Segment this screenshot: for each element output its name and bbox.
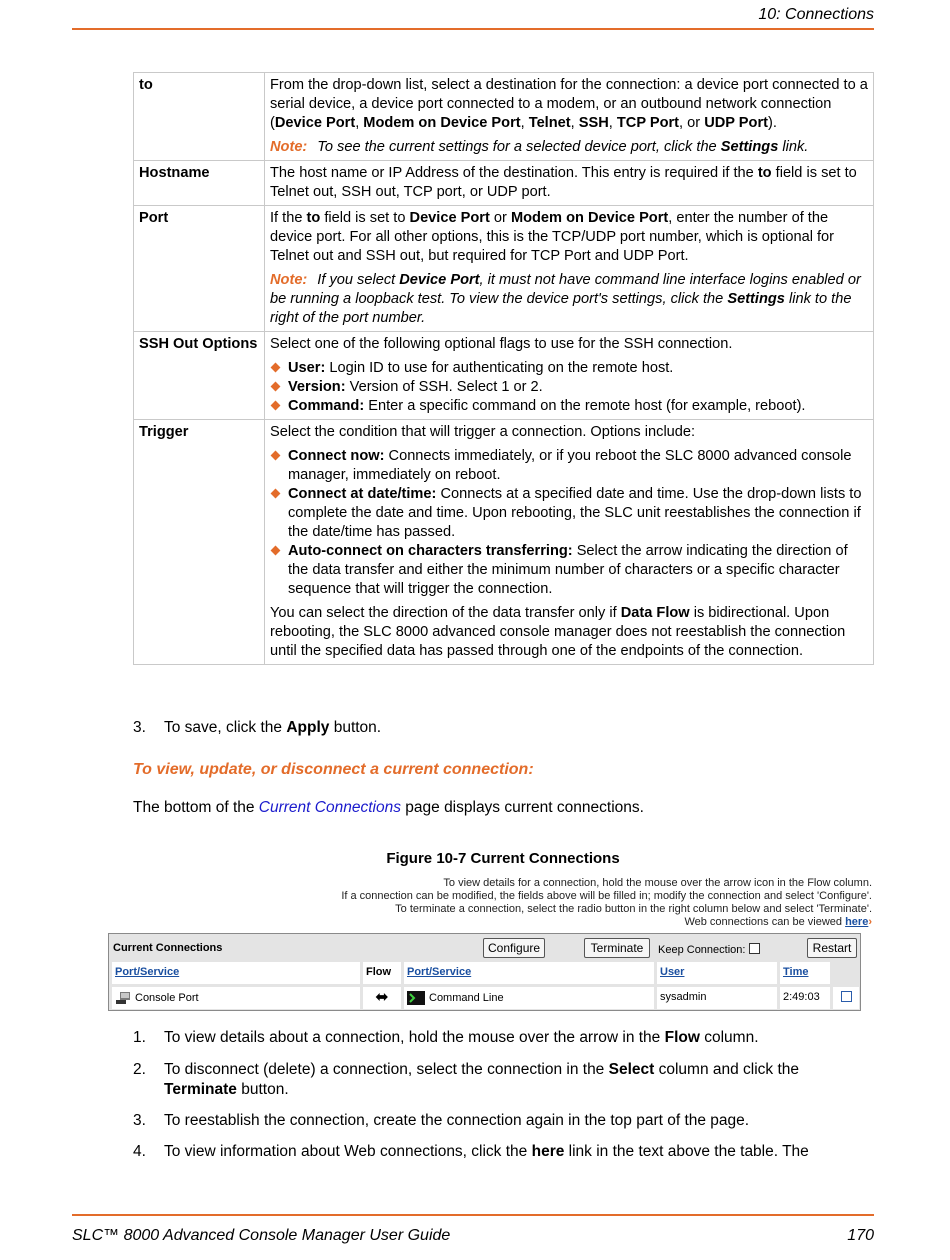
step-item: 3. To save, click the Apply button. bbox=[133, 719, 382, 736]
table-row bbox=[134, 73, 874, 161]
col-header-port-service[interactable]: Port/Service bbox=[112, 962, 360, 984]
list-item: User: Login ID to use for authenticating on the remote host. bbox=[270, 359, 868, 378]
web-connections-here-link[interactable]: here bbox=[845, 916, 869, 928]
param-description: If the to field is set to Device Port or Modem on Device Port, enter the number of the device port. For all other options, this is the TCP/UDP port number, which is optional for Telnet out and SSH out, but required for TCP Port and UDP Port. Note: If you select Device Port, it must not have command line interface logins enabled or be running a loopback test. To view the device port's settings, click the Settings link to the right of the port number. bbox=[265, 206, 874, 332]
col-header-time[interactable]: Time bbox=[780, 962, 830, 984]
param-description: The host name or IP Address of the destination. This entry is required if the to field is set to Telnet out, SSH out, TCP port, or UDP port. bbox=[265, 161, 874, 206]
step-item: 3. To reestablish the connection, create the connection again in the top part of the page. bbox=[133, 1112, 750, 1129]
row-source: Console Port bbox=[112, 987, 360, 1009]
bidirectional-arrow-icon[interactable]: ⬌ bbox=[363, 987, 401, 1009]
note: Note: If you select Device Port, it must not have command line interface logins enabled or be running a loopback test. To view the device port's settings, click the Settings link to the right of the port number. bbox=[270, 272, 861, 326]
param-description: From the drop-down list, select a destination for the connection: a device port connected to a serial device, a device port connected to a modem, or an outbound network connection (Device Port, Modem on Device Port, Telnet, SSH, TCP Port, or UDP Port). Note: To see the current settings for a selected device port, click the Settings link. bbox=[265, 73, 874, 161]
configure-button[interactable]: Configure bbox=[483, 938, 545, 958]
restart-button[interactable]: Restart bbox=[807, 938, 857, 958]
header-rule bbox=[72, 28, 874, 30]
panel-title: Current Connections bbox=[113, 942, 223, 954]
param-name: Trigger bbox=[134, 420, 265, 665]
list-item: Auto-connect on characters transferring: Select the arrow indicating the direction of the data transfer and either the minimum number of characters or a specific character sequence that will trigger the connection. bbox=[270, 542, 868, 599]
parameter-table bbox=[133, 72, 874, 665]
keep-connection: Keep Connection: bbox=[658, 943, 760, 956]
bullet-list bbox=[270, 359, 868, 416]
footer-rule bbox=[72, 1214, 874, 1216]
chapter-header: 10: Connections bbox=[758, 6, 874, 23]
footer-title: SLC™ 8000 Advanced Console Manager User Guide bbox=[72, 1227, 451, 1244]
current-connections-link[interactable]: Current Connections bbox=[258, 799, 401, 816]
figure-instructions: To view details for a connection, hold the mouse over the arrow icon in the Flow column. If a connection can be modified, the fields above will be filled in; modify the connection and select 'Configure'. To terminate a connection, select the radio button in the right column below and select 'Terminate'. Web connections can be viewed here› bbox=[341, 877, 872, 928]
row-select bbox=[833, 987, 859, 1009]
procedure-heading: To view, update, or disconnect a current connection: bbox=[133, 761, 534, 778]
row-time: 2:49:03 bbox=[780, 987, 830, 1009]
intro-paragraph: The bottom of the Current Connections page displays current connections. bbox=[133, 799, 644, 816]
select-checkbox[interactable] bbox=[841, 991, 852, 1002]
step-item: 4. To view information about Web connections, click the here link in the text above the table. The bbox=[133, 1143, 809, 1160]
step-item: 2. To disconnect (delete) a connection, select the connection in the Select column and click the Terminate button. bbox=[133, 1061, 800, 1098]
row-destination: Command Line bbox=[404, 987, 654, 1009]
param-name: Port bbox=[134, 206, 265, 332]
col-header-user[interactable]: User bbox=[657, 962, 777, 984]
chevron-right-icon: › bbox=[868, 916, 872, 928]
current-connections-panel bbox=[108, 933, 861, 1011]
param-name: SSH Out Options bbox=[134, 332, 265, 420]
param-name: to bbox=[134, 73, 265, 161]
list-item: Command: Enter a specific command on the remote host (for example, reboot). bbox=[270, 397, 868, 416]
console-port-icon bbox=[115, 991, 131, 1005]
table-row bbox=[134, 206, 874, 332]
command-line-icon bbox=[407, 991, 425, 1005]
col-header-flow: Flow bbox=[363, 962, 401, 984]
table-row bbox=[134, 332, 874, 420]
param-description: Select the condition that will trigger a connection. Options include: Connect now: Connects immediately, or if you reboot the SLC 8000 advanced console manager, immediately on reboot. Connect at date/time: Connects at a specified date and time. Use the drop-down lists to complete the date and time. Upon rebooting, the SLC unit reestablishes the connection if the date/time has passed. Auto-connect on characters transferring: Select the arrow indicating the direction of the data transfer and either the minimum number of characters or a specific character sequence that will trigger the connection. You can select the direction of the data transfer only if Data Flow is bidirectional. Upon rebooting, the SLC 8000 advanced console manager does not reestablish the connection until the specified data has passed through one of the endpoints of the connection. bbox=[265, 420, 874, 665]
bullet-list bbox=[270, 447, 868, 599]
table-row bbox=[134, 161, 874, 206]
list-item: Connect at date/time: Connects at a specified date and time. Use the drop-down lists to complete the date and time. Upon rebooting, the SLC unit reestablishes the connection if the date/time has passed. bbox=[270, 485, 868, 542]
figure-caption: Figure 10-7 Current Connections bbox=[386, 850, 620, 867]
list-item: Connect now: Connects immediately, or if you reboot the SLC 8000 advanced console manager, immediately on reboot. bbox=[270, 447, 868, 485]
page-number: 170 bbox=[847, 1227, 874, 1244]
row-user: sysadmin bbox=[657, 987, 777, 1009]
param-description: Select one of the following optional flags to use for the SSH connection. User: Login ID to use for authenticating on the remote host. Version: Version of SSH. Select 1 or 2. Command: Enter a specific command on the remote host (for example, reboot). bbox=[265, 332, 874, 420]
step-item: 1. To view details about a connection, hold the mouse over the arrow in the Flow column. bbox=[133, 1029, 759, 1046]
terminate-button[interactable]: Terminate bbox=[584, 938, 650, 958]
table-row bbox=[134, 420, 874, 665]
note: Note: To see the current settings for a selected device port, click the Settings link. bbox=[270, 139, 809, 155]
list-item: Version: Version of SSH. Select 1 or 2. bbox=[270, 378, 868, 397]
keep-connection-checkbox[interactable] bbox=[749, 943, 760, 954]
param-name: Hostname bbox=[134, 161, 265, 206]
col-header-port-service-2[interactable]: Port/Service bbox=[404, 962, 654, 984]
